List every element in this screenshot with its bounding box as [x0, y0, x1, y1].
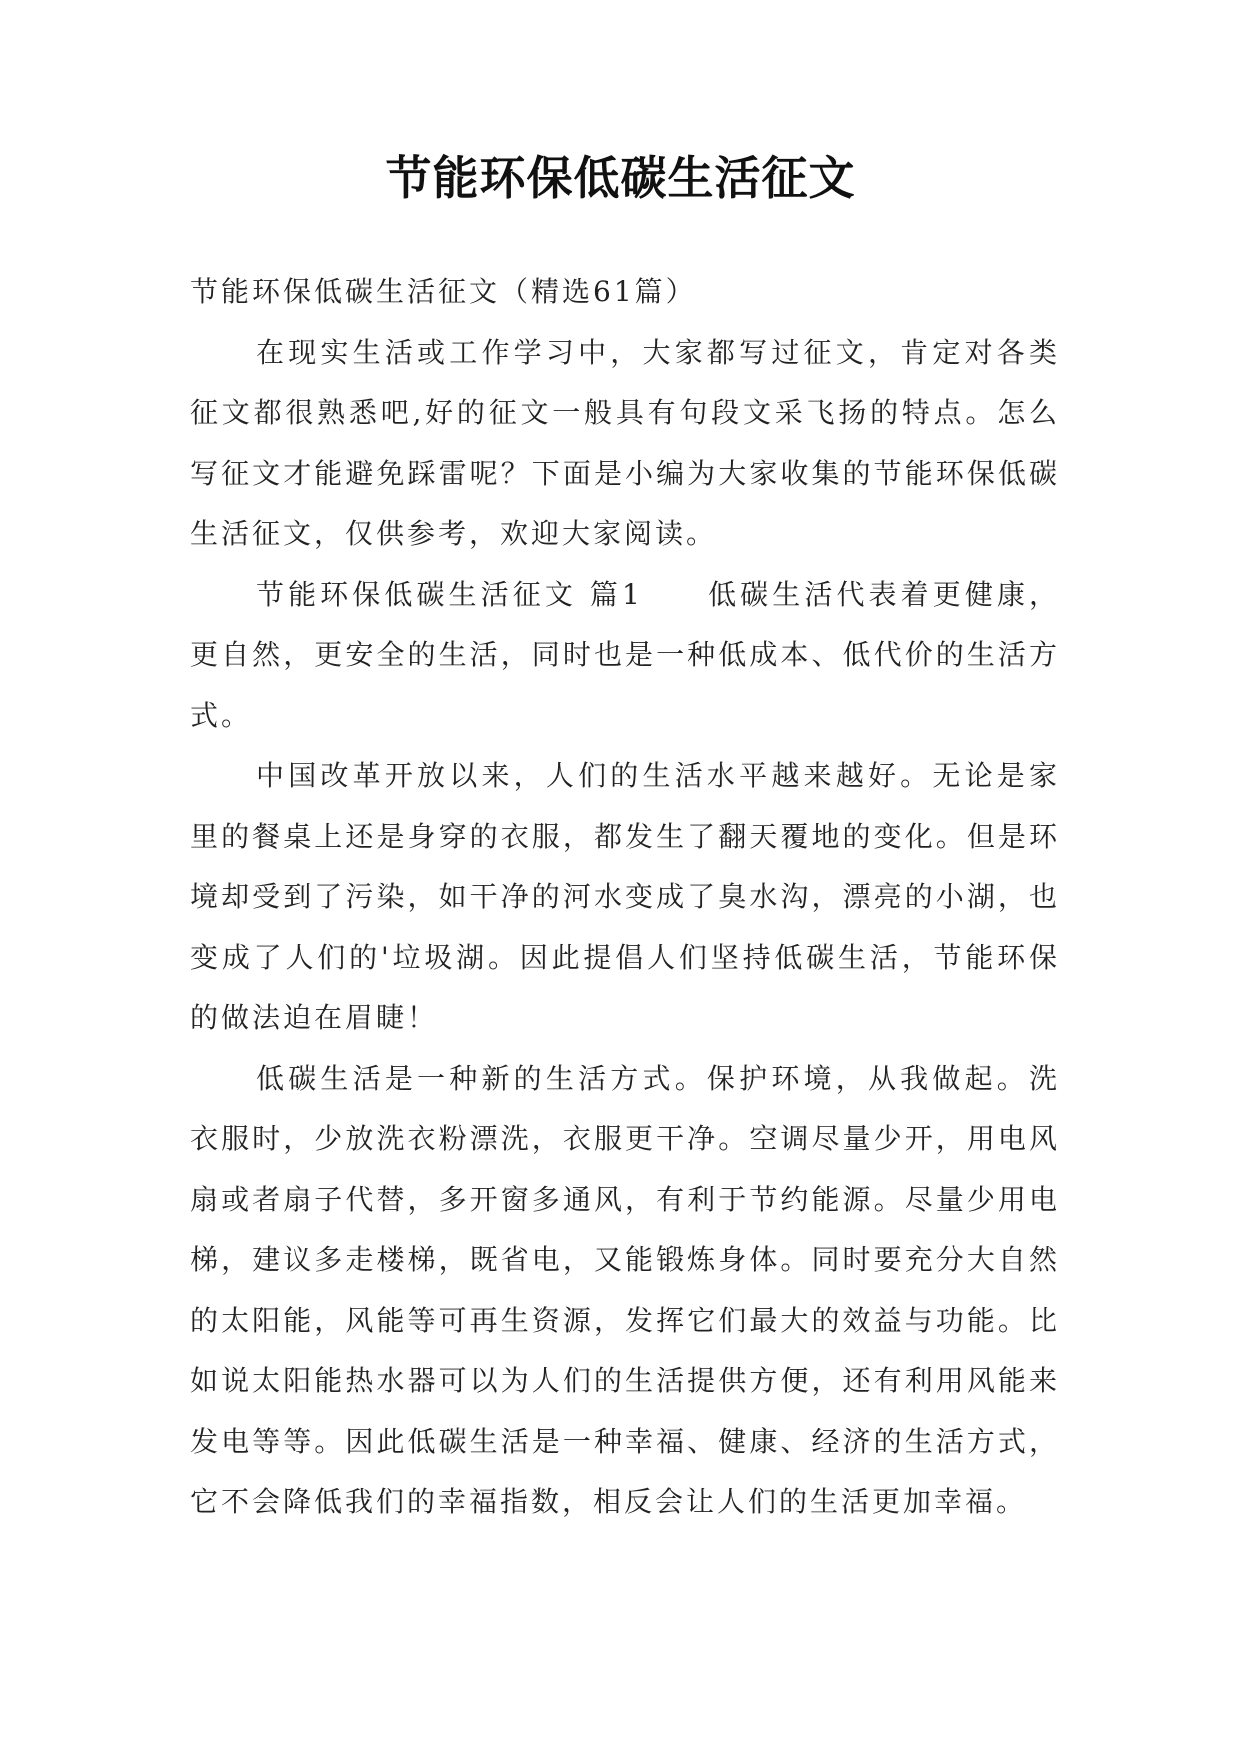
- body-paragraph: 中国改革开放以来，人们的生活水平越来越好。无论是家里的餐桌上还是身穿的衣服，都发生了翻天覆地的变化。但是环境却受到了污染，如干净的河水变成了臭水沟，漂亮的小湖，也变成了人们的'垃圾湖。因此提倡人们坚持低碳生活，节能环保的做法迫在眉睫！: [190, 759, 1060, 1034]
- body-paragraph: 低碳生活是一种新的生活方式。保护环境，从我做起。洗衣服时，少放洗衣粉漂洗，衣服更干净。空调尽量少开，用电风扇或者扇子代替，多开窗多通风，有利于节约能源。尽量少用电梯，建议多走楼梯，既省电，又能锻炼身体。同时要充分大自然的太阳能，风能等可再生资源，发挥它们最大的效益与功能。比如说太阳能热水器可以为人们的生活提供方便，还有利用风能来发电等等。因此低碳生活是一种幸福、健康、经济的生活方式，它不会降低我们的幸福指数，相反会让人们的生活更加幸福。: [190, 1061, 1060, 1518]
- intro-paragraph: 在现实生活或工作学习中，大家都写过征文，肯定对各类征文都很熟悉吧,好的征文一般具有句段文采飞扬的特点。怎么写征文才能避免踩雷呢？下面是小编为大家收集的节能环保低碳生活征文，仅供参考，欢迎大家阅读。: [190, 335, 1060, 550]
- document-title: 节能环保低碳生活征文: [385, 151, 856, 205]
- section-1-paragraph: 节能环保低碳生活征文 篇1 低碳生活代表着更健康，更自然，更安全的生活，同时也是一种低成本、低代价的生活方式。: [190, 577, 1060, 732]
- document-body: [190, 262, 1060, 1533]
- subtitle-paragraph: 节能环保低碳生活征文（精选61篇）: [190, 275, 697, 308]
